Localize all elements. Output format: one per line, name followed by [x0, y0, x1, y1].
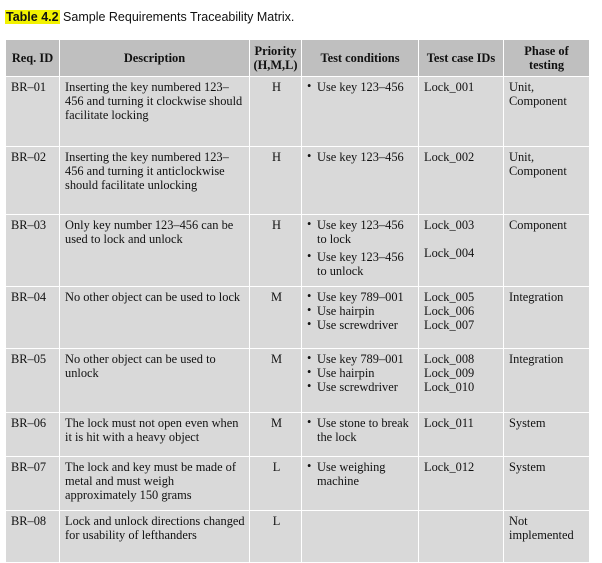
table-row — [6, 413, 590, 457]
traceability-matrix-table — [5, 39, 590, 563]
priority-cell: H — [250, 77, 302, 147]
priority-cell: L — [250, 511, 302, 563]
header-test-conditions: Test conditions — [302, 40, 419, 77]
test-condition-item: • Use screwdriver — [307, 380, 415, 394]
test-case-ids-cell: Lock_012 — [419, 457, 504, 511]
test-condition-item: • Use key 123–456 to unlock — [307, 250, 415, 278]
phase-cell: Not implemented — [504, 511, 590, 563]
test-conditions-cell — [302, 349, 419, 413]
table-row — [6, 287, 590, 349]
table-row — [6, 77, 590, 147]
test-condition-item: • Use hairpin — [307, 366, 415, 380]
test-condition-item: • Use weighing machine — [307, 460, 415, 488]
test-conditions-cell — [302, 215, 419, 287]
header-priority: Priority (H,M,L) — [250, 40, 302, 77]
header-row — [6, 40, 590, 77]
req-id-cell: BR–01 — [6, 77, 60, 147]
test-condition-item: • Use key 123–456 — [307, 80, 415, 94]
test-conditions-list — [307, 290, 415, 332]
test-condition-item: • Use hairpin — [307, 304, 415, 318]
test-conditions-cell — [302, 77, 419, 147]
req-id-cell: BR–05 — [6, 349, 60, 413]
test-conditions-cell — [302, 511, 419, 563]
header-description: Description — [60, 40, 250, 77]
test-conditions-cell — [302, 457, 419, 511]
description-cell: Only key number 123–456 can be used to lock and unlock — [60, 215, 250, 287]
priority-cell: L — [250, 457, 302, 511]
header-phase: Phase of testing — [504, 40, 590, 77]
test-conditions-list — [307, 80, 415, 94]
table-caption — [5, 10, 294, 24]
test-case-ids-cell: Lock_011 — [419, 413, 504, 457]
req-id-cell: BR–06 — [6, 413, 60, 457]
description-cell: The lock and key must be made of metal and must weigh approximately 150 grams — [60, 457, 250, 511]
test-condition-item: • Use key 123–456 to lock — [307, 218, 415, 246]
test-condition-item: • Use key 123–456 — [307, 150, 415, 164]
phase-cell: Integration — [504, 349, 590, 413]
description-cell: No other object can be used to unlock — [60, 349, 250, 413]
req-id-cell: BR–04 — [6, 287, 60, 349]
description-cell: No other object can be used to lock — [60, 287, 250, 349]
phase-cell: Component — [504, 215, 590, 287]
test-conditions-list — [307, 150, 415, 164]
phase-cell: System — [504, 457, 590, 511]
phase-cell: System — [504, 413, 590, 457]
table-row — [6, 457, 590, 511]
test-case-ids-cell: Lock_001 — [419, 77, 504, 147]
test-conditions-cell — [302, 287, 419, 349]
table-row — [6, 147, 590, 215]
test-conditions-list — [307, 416, 415, 444]
test-conditions-list — [307, 460, 415, 488]
test-case-ids-cell: Lock_002 — [419, 147, 504, 215]
header-req-id: Req. ID — [6, 40, 60, 77]
test-condition-item: • Use screwdriver — [307, 318, 415, 332]
phase-cell: Unit, Component — [504, 147, 590, 215]
test-case-ids-cell: Lock_005 Lock_006 Lock_007 — [419, 287, 504, 349]
phase-cell: Integration — [504, 287, 590, 349]
priority-cell: M — [250, 413, 302, 457]
header-test-case-ids: Test case IDs — [419, 40, 504, 77]
table-row — [6, 215, 590, 287]
priority-cell: M — [250, 287, 302, 349]
test-condition-item: • Use key 789–001 — [307, 352, 415, 366]
table-row — [6, 349, 590, 413]
priority-cell: H — [250, 147, 302, 215]
test-conditions-list — [307, 352, 415, 394]
table-title: Sample Requirements Traceability Matrix. — [59, 10, 295, 24]
test-condition-item: • Use key 789–001 — [307, 290, 415, 304]
priority-cell: H — [250, 215, 302, 287]
priority-cell: M — [250, 349, 302, 413]
description-cell: Inserting the key numbered 123–456 and turning it anticlockwise should facilitate unlocking — [60, 147, 250, 215]
req-id-cell: BR–08 — [6, 511, 60, 563]
table-row — [6, 511, 590, 563]
req-id-cell: BR–02 — [6, 147, 60, 215]
test-conditions-cell — [302, 413, 419, 457]
description-cell: Inserting the key numbered 123–456 and turning it clockwise should facilitate locking — [60, 77, 250, 147]
test-case-ids-cell: Lock_003 Lock_004 — [419, 215, 504, 287]
req-id-cell: BR–07 — [6, 457, 60, 511]
test-condition-item: • Use stone to break the lock — [307, 416, 415, 444]
req-id-cell: BR–03 — [6, 215, 60, 287]
phase-cell: Unit, Component — [504, 77, 590, 147]
test-case-ids-cell — [419, 511, 504, 563]
test-case-ids-cell: Lock_008 Lock_009 Lock_010 — [419, 349, 504, 413]
test-conditions-cell — [302, 147, 419, 215]
table-number: Table 4.2 — [6, 10, 59, 24]
test-conditions-list — [307, 218, 415, 278]
description-cell: Lock and unlock directions changed for usability of lefthanders — [60, 511, 250, 563]
description-cell: The lock must not open even when it is hit with a heavy object — [60, 413, 250, 457]
